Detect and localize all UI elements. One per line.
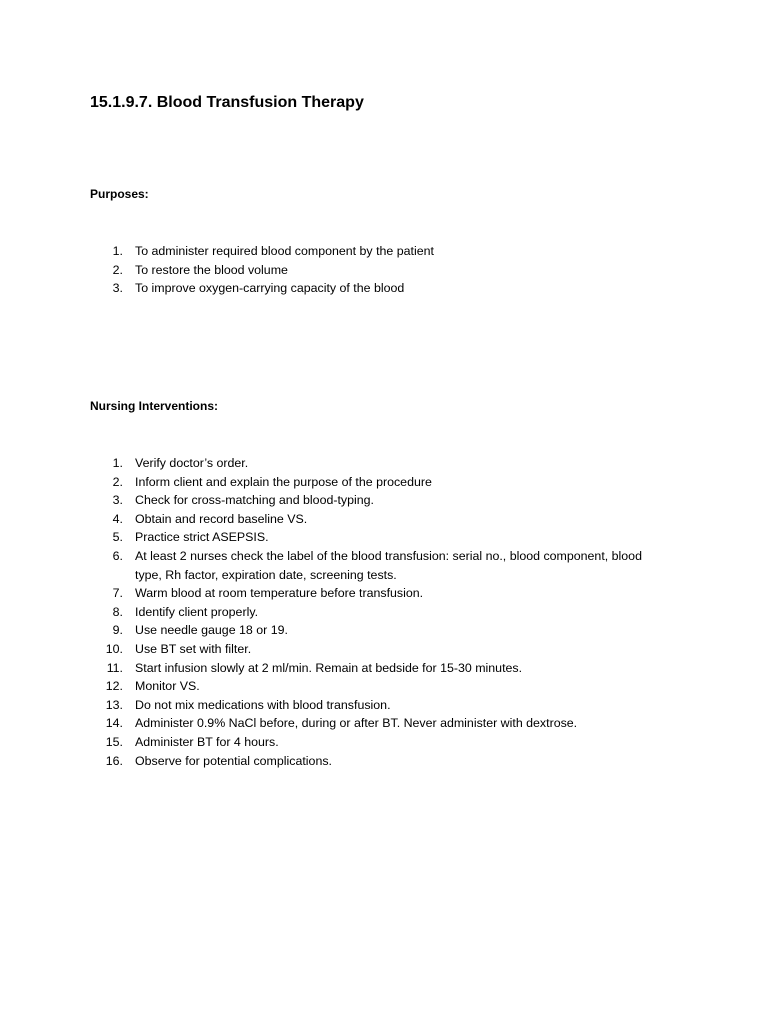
- list-item: [90, 584, 670, 603]
- list-item: [90, 242, 670, 261]
- list-item-number: 3.: [112, 493, 123, 508]
- list-item-text: Inform client and explain the purpose of the procedure: [135, 474, 432, 489]
- list-item: [90, 621, 670, 640]
- list-item-number: 9.: [112, 623, 123, 638]
- list-item-text: Practice strict ASEPSIS.: [135, 530, 269, 545]
- list-item-text: Observe for potential complications.: [135, 753, 332, 768]
- list-item-text: At least 2 nurses check the label of the blood transfusion: serial no., blood component, blood type, Rh factor, expiration date, screening tests.: [135, 548, 642, 582]
- nursing-interventions-heading: Nursing Interventions:: [90, 399, 219, 413]
- list-item: [90, 714, 670, 733]
- list-item-number: 14.: [105, 716, 123, 731]
- list-item: [90, 696, 670, 715]
- list-item-text: Use BT set with filter.: [135, 641, 252, 656]
- purposes-list: [90, 242, 670, 298]
- document-title: 15.1.9.7. Blood Transfusion Therapy: [90, 94, 364, 111]
- nursing-interventions-list: [90, 454, 670, 770]
- list-item-text: Warm blood at room temperature before transfusion.: [135, 586, 424, 601]
- list-item-number: 13.: [105, 697, 123, 712]
- list-item: [90, 659, 670, 678]
- list-item: [90, 733, 670, 752]
- list-item: [90, 279, 670, 298]
- list-item-number: 2.: [112, 262, 123, 277]
- list-item-number: 4.: [112, 511, 123, 526]
- list-item-number: 10.: [105, 641, 123, 656]
- list-item-text: Administer 0.9% NaCl before, during or after BT. Never administer with dextrose.: [135, 716, 578, 731]
- list-item: [90, 752, 670, 771]
- list-item-number: 16.: [105, 753, 123, 768]
- list-item: [90, 528, 670, 547]
- list-item: [90, 261, 670, 280]
- list-item-number: 2.: [112, 474, 123, 489]
- list-item-text: Obtain and record baseline VS.: [135, 511, 308, 526]
- list-item-number: 12.: [105, 679, 123, 694]
- list-item-number: 5.: [112, 530, 123, 545]
- list-item-text: Do not mix medications with blood transfusion.: [135, 697, 391, 712]
- list-item: [90, 547, 670, 584]
- list-item: [90, 491, 670, 510]
- list-item: [90, 473, 670, 492]
- list-item-text: To restore the blood volume: [135, 262, 288, 277]
- list-item-text: To improve oxygen-carrying capacity of the blood: [135, 281, 405, 296]
- list-item-number: 15.: [105, 734, 123, 749]
- list-item-text: Start infusion slowly at 2 ml/min. Remain at bedside for 15-30 minutes.: [135, 660, 523, 675]
- list-item-number: 8.: [112, 604, 123, 619]
- list-item: [90, 603, 670, 622]
- list-item-text: Identify client properly.: [135, 604, 259, 619]
- list-item: [90, 454, 670, 473]
- list-item-text: To administer required blood component by the patient: [135, 244, 434, 258]
- list-item-number: 1.: [112, 456, 123, 470]
- list-item: [90, 510, 670, 529]
- list-item: [90, 640, 670, 659]
- list-item-number: 1.: [112, 244, 123, 258]
- list-item-number: 11.: [106, 660, 123, 675]
- list-item-text: Use needle gauge 18 or 19.: [135, 623, 288, 638]
- list-item-number: 7.: [112, 586, 123, 601]
- list-item-number: 6.: [112, 548, 123, 563]
- purposes-heading: Purposes:: [90, 187, 149, 201]
- list-item-text: Check for cross-matching and blood-typing.: [135, 493, 374, 508]
- list-item-number: 3.: [112, 281, 123, 296]
- list-item-text: Verify doctor’s order.: [135, 456, 249, 470]
- list-item-text: Monitor VS.: [135, 679, 200, 694]
- list-item: [90, 677, 670, 696]
- list-item-text: Administer BT for 4 hours.: [135, 734, 279, 749]
